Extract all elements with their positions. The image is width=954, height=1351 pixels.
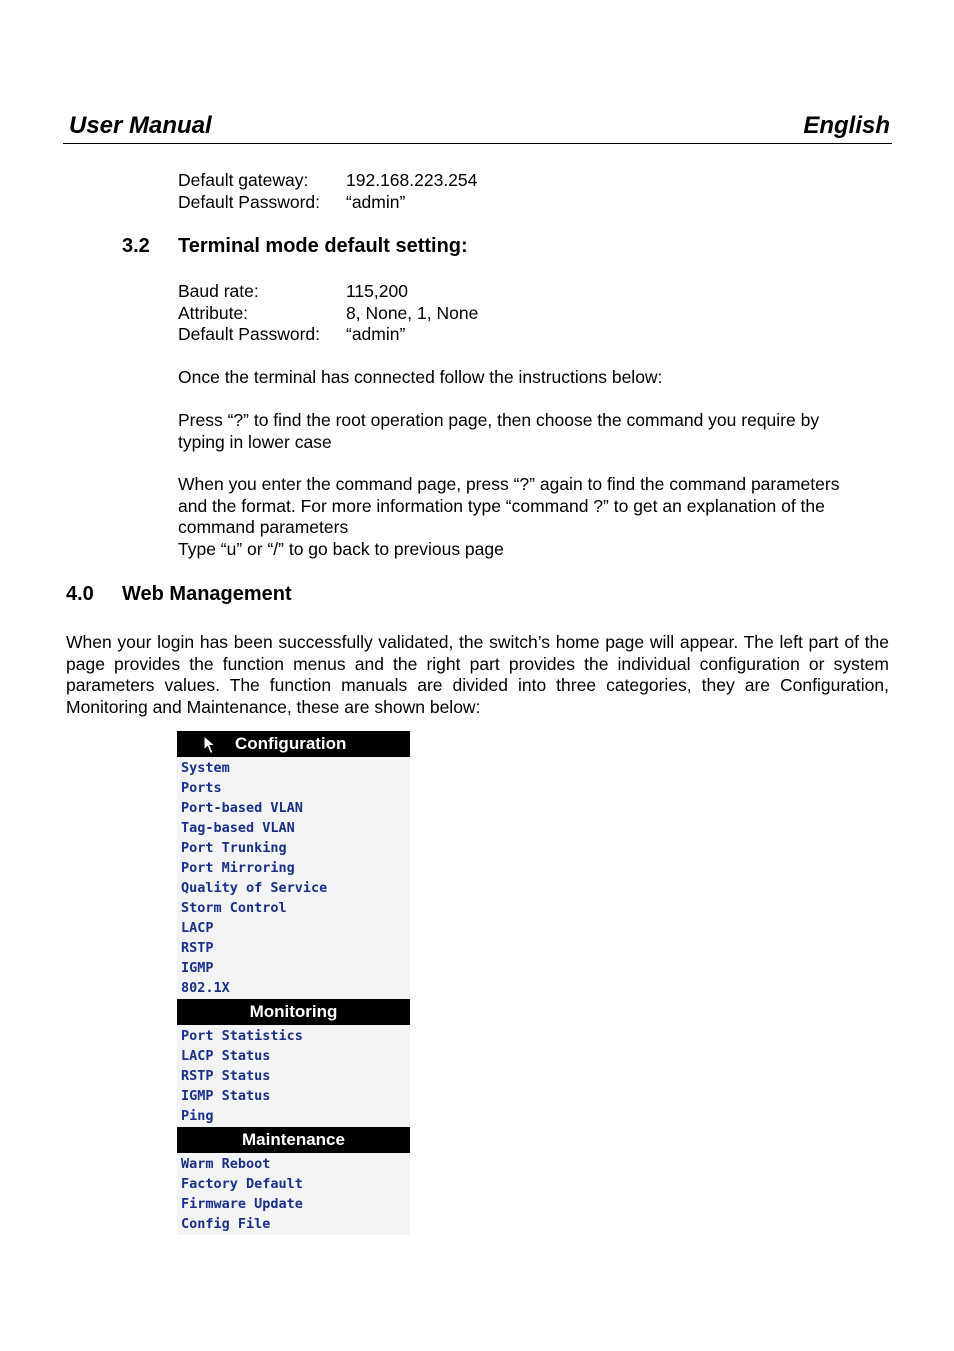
cursor-arrow-icon — [203, 735, 217, 755]
setting-value: “admin” — [346, 191, 406, 212]
setting-value: “admin” — [346, 324, 406, 344]
menu-link-port-statistics[interactable]: Port Statistics — [181, 1028, 303, 1044]
menu-link-tag-based-vlan[interactable]: Tag-based VLAN — [181, 820, 295, 836]
maintenance-items — [177, 1153, 410, 1235]
paragraph-line: Type “u” or “/” to go back to previous page — [178, 538, 504, 559]
function-menu — [177, 731, 410, 1235]
menu-link-storm-control[interactable]: Storm Control — [181, 900, 287, 916]
section-number: 3.2 — [122, 235, 150, 257]
section-title: Terminal mode default setting: — [178, 235, 468, 257]
menu-link-factory-default[interactable]: Factory Default — [181, 1176, 303, 1192]
menu-link-rstp[interactable]: RSTP — [181, 940, 214, 956]
menu-link-system[interactable]: System — [181, 760, 230, 776]
setting-label: Attribute: — [178, 302, 249, 323]
web-management-paragraph: When your login has been successfully validated, the switch’s home page will appear. The left part of the page provides the function menus and the right part provides the individual configuration or system parameters values. The function manuals are divided into three categories, they are Configuration, Monitoring and Maintenance, these are shown below: — [66, 632, 889, 717]
menu-link-ping[interactable]: Ping — [181, 1108, 214, 1124]
paragraph-line: command parameters — [178, 517, 349, 537]
menu-link-igmp-status[interactable]: IGMP Status — [181, 1088, 271, 1104]
menu-header-maintenance — [177, 1127, 410, 1153]
menu-link-igmp[interactable]: IGMP — [181, 960, 214, 976]
setting-value: 192.168.223.254 — [346, 170, 478, 190]
paragraph-line: and the format. For more information type “command ?” to get an explanation of the — [178, 495, 825, 516]
setting-label: Default Password: — [178, 324, 321, 344]
menu-header-label: Monitoring — [249, 1002, 338, 1021]
setting-value: 8, None, 1, None — [346, 302, 479, 323]
menu-header-configuration — [177, 731, 410, 757]
setting-value: 115,200 — [346, 281, 408, 301]
menu-link-port-mirroring[interactable]: Port Mirroring — [181, 860, 295, 876]
menu-link-firmware-update[interactable]: Firmware Update — [181, 1196, 303, 1212]
configuration-items — [177, 757, 410, 999]
setting-label: Default gateway: — [178, 170, 309, 190]
menu-link-warm-reboot[interactable]: Warm Reboot — [181, 1156, 271, 1172]
paragraph-line: When you enter the command page, press “?” again to find the command parameters — [178, 474, 840, 494]
menu-header-label: Maintenance — [242, 1130, 345, 1149]
page-header — [63, 110, 892, 144]
menu-header-label: Configuration — [235, 734, 347, 753]
monitoring-items — [177, 1025, 410, 1127]
menu-link-ports[interactable]: Ports — [181, 780, 222, 796]
menu-link-rstp-status[interactable]: RSTP Status — [181, 1068, 271, 1084]
menu-link-lacp[interactable]: LACP — [181, 920, 214, 936]
menu-link-port-based-vlan[interactable]: Port-based VLAN — [181, 800, 303, 816]
header-title: User Manual — [69, 112, 212, 139]
menu-link-quality-of-service[interactable]: Quality of Service — [181, 880, 328, 896]
header-language: English — [803, 112, 890, 139]
menu-link-lacp-status[interactable]: LACP Status — [181, 1048, 271, 1064]
paragraph: Once the terminal has connected follow the instructions below: — [178, 367, 663, 387]
setting-label: Default Password: — [178, 191, 321, 212]
section-title: Web Management — [122, 583, 292, 605]
menu-link-802-1x[interactable]: 802.1X — [181, 980, 230, 996]
menu-link-port-trunking[interactable]: Port Trunking — [181, 840, 287, 856]
setting-label: Baud rate: — [178, 281, 259, 301]
paragraph-line: Press “?” to find the root operation page, then choose the command you require by — [178, 410, 820, 430]
menu-header-monitoring — [177, 999, 410, 1025]
section-number: 4.0 — [66, 583, 94, 605]
paragraph-line: typing in lower case — [178, 431, 332, 452]
menu-link-config-file[interactable]: Config File — [181, 1216, 271, 1232]
